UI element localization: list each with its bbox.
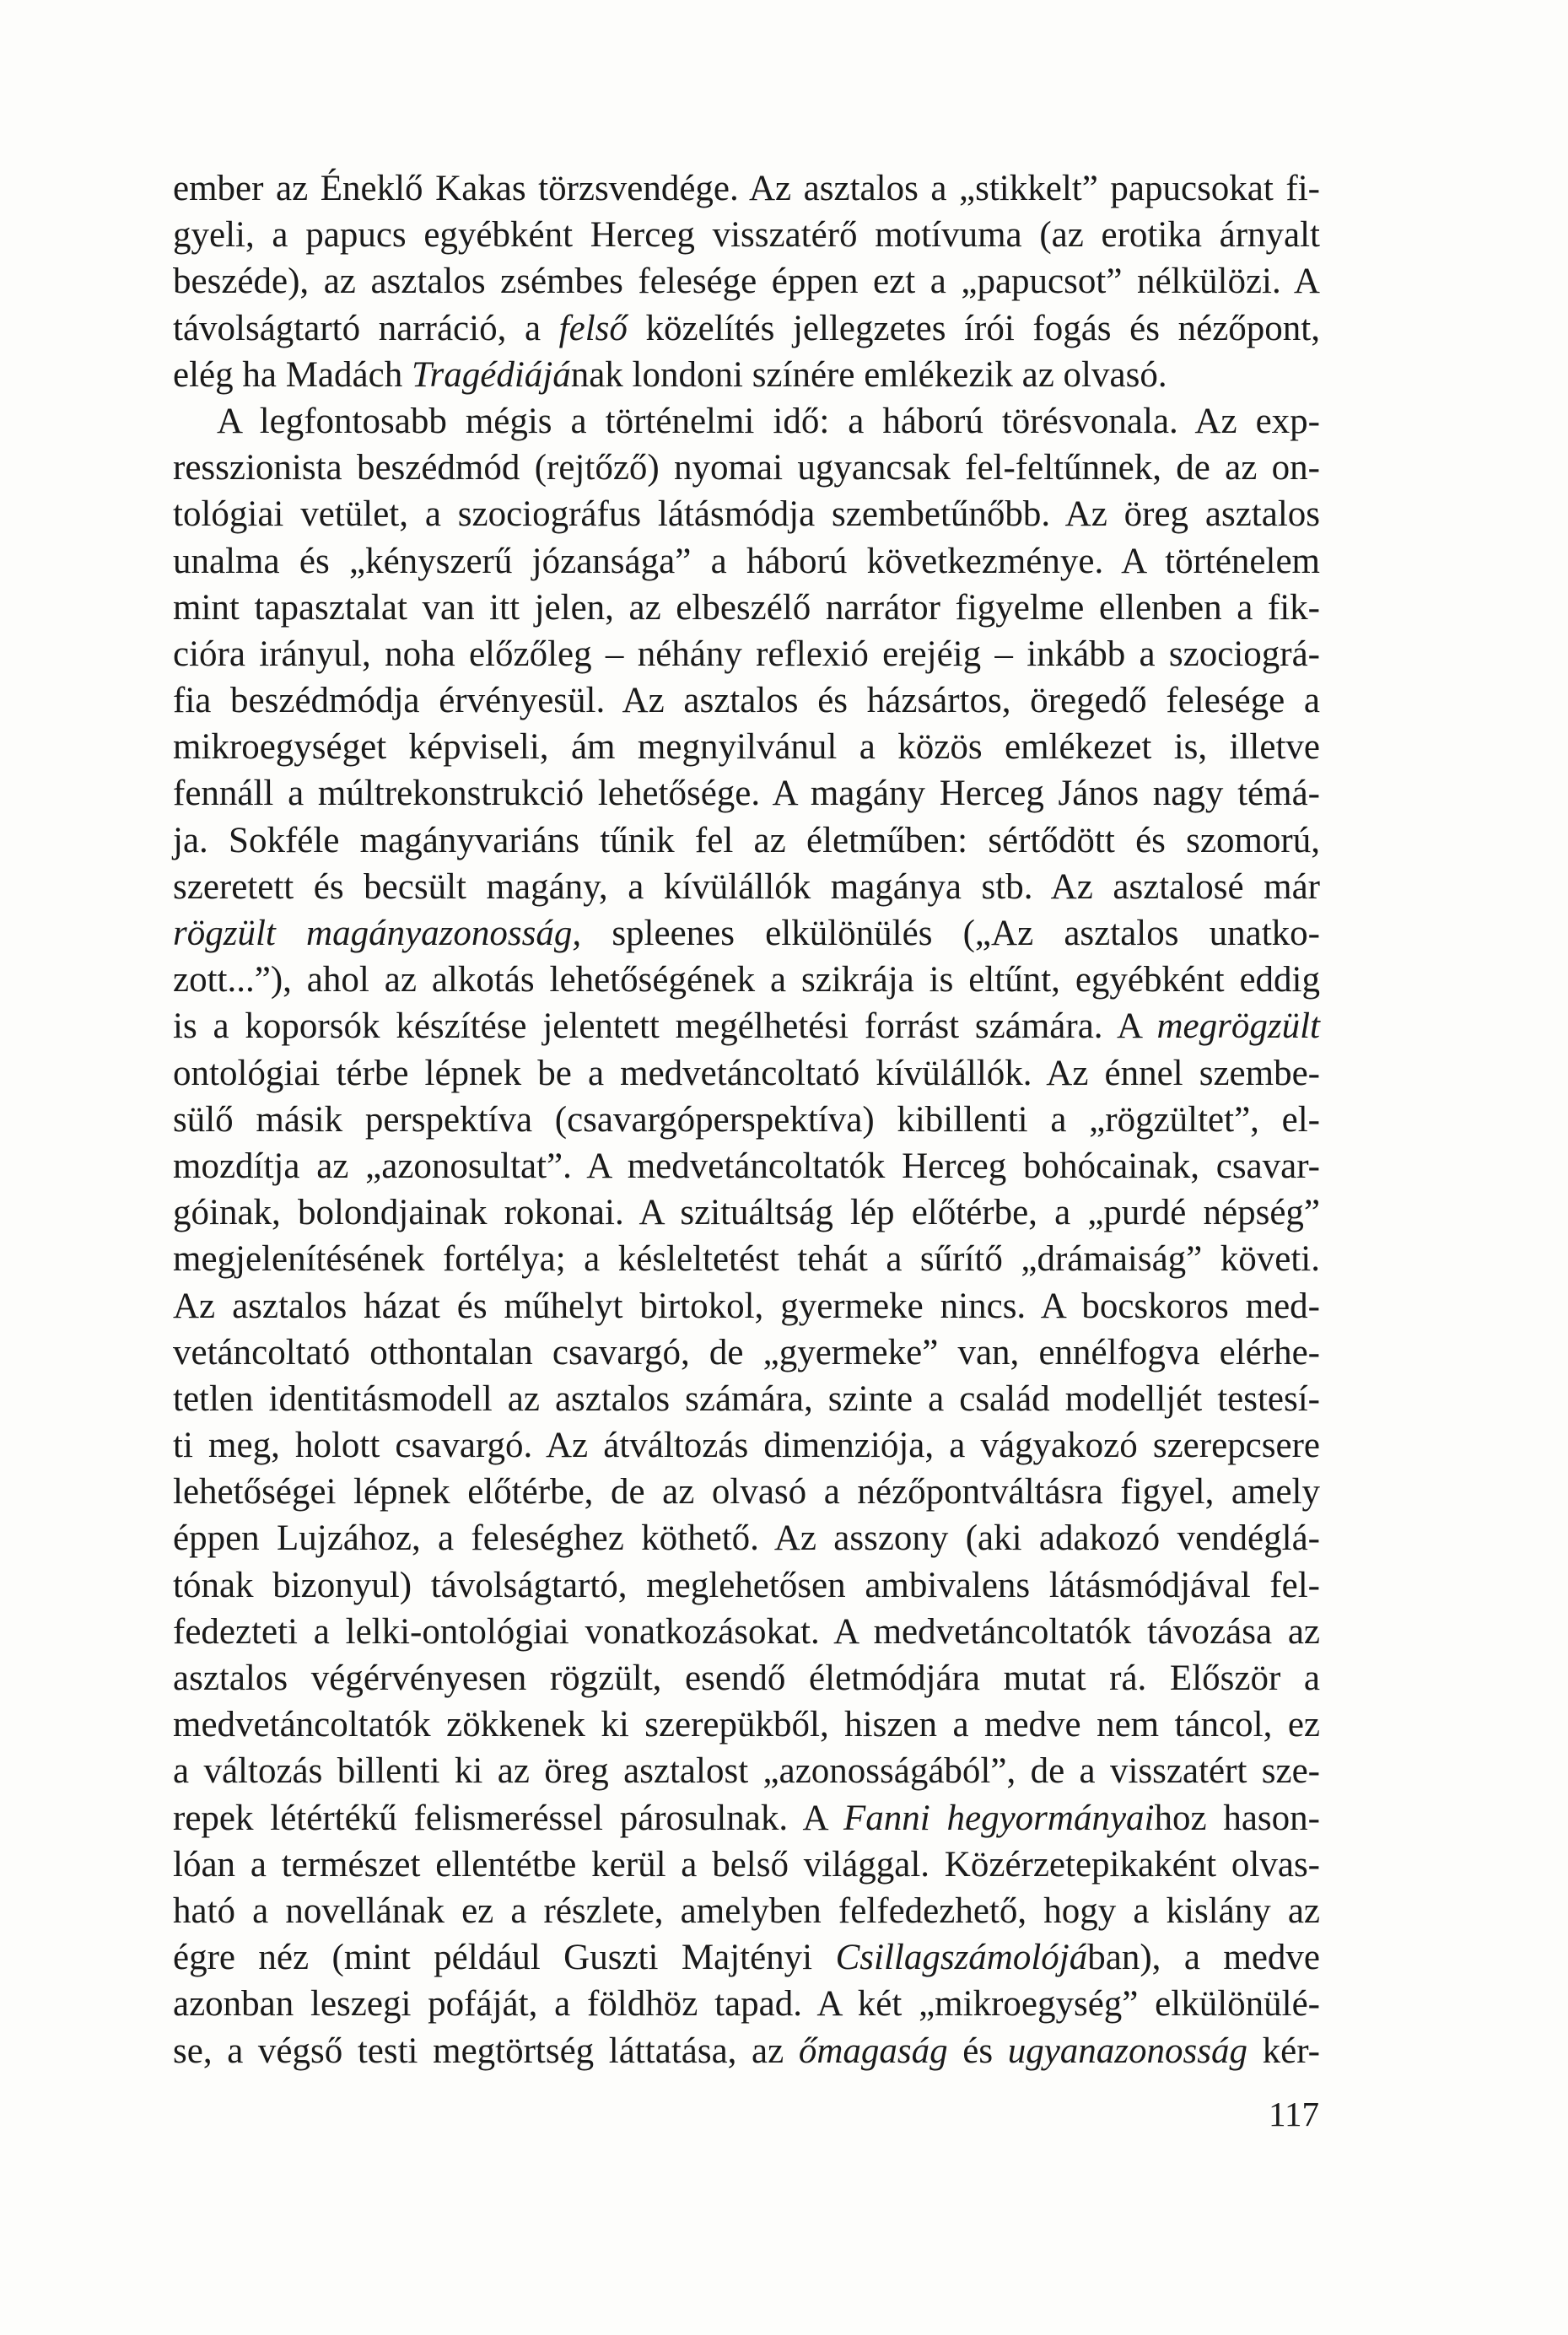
text-line <box>173 864 1320 910</box>
text-run: és <box>947 2030 1008 2071</box>
italic-text: Fanni hegyormányai <box>843 1798 1155 1838</box>
italic-text: ugyanazonosság <box>1007 2030 1248 2071</box>
text-run: medvetáncoltatók zökkenek ki szerepükből, hiszen a medve nem táncol, ez <box>173 1705 1320 1745</box>
text-line <box>173 1981 1320 2027</box>
text-run: góinak, bolondjainak rokonai. A szituáltság lép előtérbe, a „purdé népség” <box>173 1193 1320 1233</box>
text-run: zott...”), ahol az alkotás lehetőségének a szikrája is eltűnt, egyébként eddig <box>173 960 1320 1000</box>
text-run: szeretett és becsült magány, a kívülállók magánya stb. Az asztalosé már <box>173 866 1320 907</box>
text-run: se, a végső testi megtörtség láttatása, az <box>173 2030 799 2071</box>
text-line <box>173 1934 1320 1981</box>
text-run: a változás billenti ki az öreg asztalost „azonosságából”, de a visszatért sze- <box>173 1751 1320 1792</box>
text-line <box>173 677 1320 724</box>
text-line <box>173 770 1320 817</box>
text-run: lehetőségei lépnek előtérbe, de az olvasó a nézőpontváltásra figyel, amely <box>173 1472 1320 1513</box>
italic-text: Tragédiájá <box>411 354 571 395</box>
text-run: is a koporsók készítése jelentett megélhetési forrást számára. A <box>173 1006 1157 1047</box>
text-run: fia beszédmódja érvényesül. Az asztalos és házsártos, öregedő felesége a <box>173 681 1320 721</box>
text-run: vetáncoltató otthontalan csavargó, de „gyermeke” van, ennélfogva elérhe- <box>173 1332 1320 1372</box>
italic-text: őmagaság <box>798 2030 948 2071</box>
text-run: fedezteti a lelki-ontológiai vonatkozásokat. A medvetáncoltatók távozása az <box>173 1611 1320 1652</box>
italic-text: megrögzült <box>1156 1006 1320 1047</box>
text-line <box>173 1655 1320 1701</box>
text-line <box>173 1376 1320 1422</box>
text-run: resszionista beszédmód (rejtőző) nyomai ugyancsak fel-feltűnnek, de az on- <box>173 448 1320 488</box>
text-line <box>173 1842 1320 1888</box>
text-line <box>173 724 1320 770</box>
text-line <box>173 817 1320 864</box>
text-run: mikroegységet képviseli, ám megnyilvánul a közös emlékezet is, illetve <box>173 727 1320 768</box>
text-run: fennáll a múltrekonstrukció lehetősége. A magány Herceg János nagy témá- <box>173 774 1320 814</box>
text-run: ti meg, holott csavargó. Az átváltozás dimenziója, a vágyakozó szerepcsere <box>173 1426 1320 1466</box>
text-run: tónak bizonyul) távolságtartó, meglehetősen ambivalens látásmódjával fel- <box>173 1565 1320 1605</box>
text-line <box>173 398 1320 445</box>
text-line <box>173 352 1320 398</box>
text-line <box>173 957 1320 1003</box>
text-run: megjelenítésének fortélya; a késleltetést tehát a sűrítő „drámaiság” követi. <box>173 1239 1320 1280</box>
text-line <box>173 1097 1320 1143</box>
text-run: tetlen identitásmodell az asztalos számára, szinte a család modelljét testesí- <box>173 1378 1320 1419</box>
text-line <box>173 910 1320 957</box>
text-run: éppen Lujzához, a feleséghez köthető. Az asszony (aki adakozó vendéglá- <box>173 1518 1320 1559</box>
text-run: mozdítja az „azonosultat”. A medvetáncoltatók Herceg bohócainak, csavar- <box>173 1146 1320 1186</box>
text-line <box>173 1748 1320 1794</box>
text-line <box>173 538 1320 585</box>
text-run: A legfontosabb mégis a történelmi idő: a háború törésvonala. Az exp- <box>217 401 1320 441</box>
text-line <box>173 1003 1320 1049</box>
text-line <box>173 1515 1320 1561</box>
text-line <box>173 1562 1320 1609</box>
text-run: unalma és „kényszerű józansága” a háború következménye. A történelem <box>173 541 1320 581</box>
text-run: ható a novellának ez a részlete, amelyben felfedezhető, hogy a kislány az <box>173 1890 1320 1931</box>
text-line <box>173 2028 1320 2074</box>
text-line <box>173 1050 1320 1097</box>
text-run: gyeli, a papucs egyébként Herceg visszatérő motívuma (az erotika árnyalt <box>173 215 1320 256</box>
text-line <box>173 1888 1320 1934</box>
text-run: tológiai vetület, a szociográfus látásmódja szembetűnőbb. Az öreg asztalos <box>173 494 1320 535</box>
text-run: Az asztalos házat és műhelyt birtokol, gyermeke nincs. A bocskoros med- <box>173 1286 1320 1326</box>
page-number: 117 <box>1269 2095 1319 2133</box>
text-run: ban), a medve <box>1087 1938 1320 1978</box>
italic-text: Csillagszámolójá <box>835 1938 1088 1978</box>
text-line <box>173 1189 1320 1236</box>
italic-text: felső <box>558 308 628 348</box>
text-line <box>173 631 1320 677</box>
text-run: lóan a természet ellentétbe kerül a belső világgal. Közérzetepikaként olvas- <box>173 1844 1320 1885</box>
text-line <box>173 1143 1320 1189</box>
text-run: távolságtartó narráció, a <box>173 308 559 348</box>
body-text <box>173 165 1320 2074</box>
text-line <box>173 165 1320 212</box>
text-line <box>173 1422 1320 1469</box>
text-line <box>173 258 1320 305</box>
text-line <box>173 1283 1320 1329</box>
text-run: égre néz (mint például Guszti Majtényi <box>173 1938 836 1978</box>
text-line <box>173 1701 1320 1748</box>
text-run: asztalos végérvényesen rögzült, esendő életmódjára mutat rá. Először a <box>173 1658 1320 1698</box>
text-line <box>173 491 1320 537</box>
text-run: ja. Sokféle magányvariáns tűnik fel az életműben: sértődött és szomorú, <box>173 820 1320 860</box>
text-line <box>173 1236 1320 1282</box>
text-run: mint tapasztalat van itt jelen, az elbeszélő narrátor figyelme ellenben a fik- <box>173 587 1320 628</box>
text-run: hoz hason- <box>1154 1798 1320 1838</box>
text-line <box>173 1795 1320 1842</box>
text-run: ember az Éneklő Kakas törzsvendége. Az asztalos a „stikkelt” papucsokat fi- <box>173 169 1320 208</box>
text-run: nak londoni színére emlékezik az olvasó. <box>570 354 1167 395</box>
text-run: ontológiai térbe lépnek be a medvetáncoltató kívülállók. Az énnel szembe- <box>173 1053 1320 1093</box>
text-line <box>173 305 1320 352</box>
text-run: elég ha Madách <box>173 354 412 395</box>
text-line <box>173 212 1320 258</box>
text-line <box>173 1329 1320 1376</box>
text-line <box>173 445 1320 491</box>
text-run: spleenes elkülönülés („Az asztalos unatko- <box>581 914 1320 953</box>
text-run: cióra irányul, noha előzőleg – néhány reflexió erejéig – inkább a szociográ- <box>173 634 1320 674</box>
text-line <box>173 1469 1320 1515</box>
text-line <box>173 1609 1320 1655</box>
text-run: kér- <box>1247 2030 1321 2071</box>
italic-text: rögzült magányazonosság, <box>173 914 582 953</box>
text-run: beszéde), az asztalos zsémbes felesége éppen ezt a „papucsot” nélkülözi. A <box>173 262 1320 302</box>
text-run: azonban leszegi pofáját, a földhöz tapad. A két „mikroegység” elkülönülé- <box>173 1984 1320 2025</box>
text-line <box>173 585 1320 631</box>
text-run: közelítés jellegzetes írói fogás és nézőpont, <box>627 308 1320 348</box>
text-run: sülő másik perspektíva (csavargóperspektíva) kibillenti a „rögzültet”, el- <box>173 1099 1320 1140</box>
text-run: repek létértékű felismeréssel párosulnak. A <box>173 1798 843 1838</box>
